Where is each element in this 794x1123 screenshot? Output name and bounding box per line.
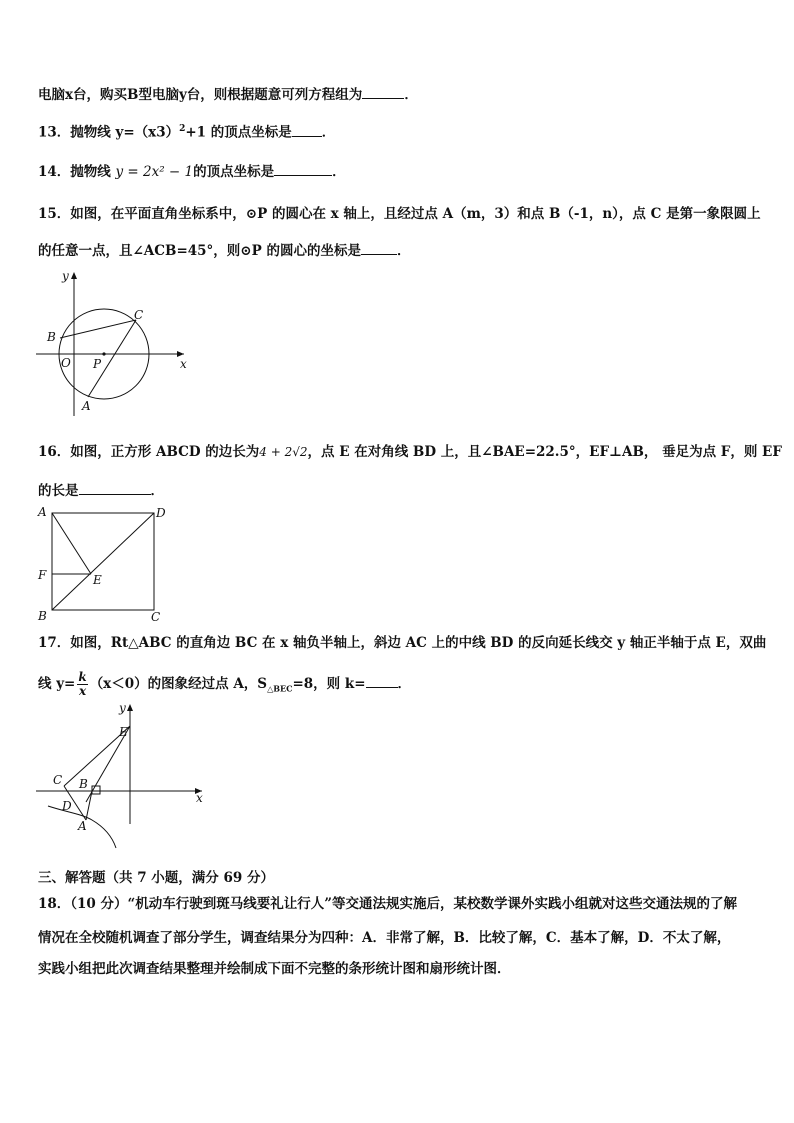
figure-17-hyperbola — [36, 700, 208, 850]
y-axis-arrow-icon — [127, 704, 133, 711]
y-axis-arrow-icon — [71, 272, 77, 279]
label-d: D — [62, 799, 72, 813]
question-14: 14．抛物线 y = 2x² − 1的顶点坐标是 ． — [38, 161, 346, 181]
question-15-line1: 15．如图，在平面直角坐标系中，⊙P 的圆心在 x 轴上，且经过点 A（m，3）和点 B（-1，n），点 C 是第一象限圆上 — [38, 206, 761, 222]
label-x: x — [180, 357, 187, 371]
label-o: O — [61, 356, 71, 370]
label-p: P — [93, 357, 102, 371]
segment-ba — [86, 791, 92, 820]
formula-side-length: 4 + 2√2 — [259, 445, 308, 459]
formula-parabola: y = 2x² − 1 — [115, 164, 194, 180]
label-b: B — [47, 330, 56, 344]
label-d: D — [156, 506, 166, 520]
answer-blank[interactable] — [292, 122, 322, 137]
question-18-line3: 实践小组把此次调查结果整理并绘制成下面不完整的条形统计图和扇形统计图． — [38, 961, 511, 977]
diagonal-bd — [52, 513, 154, 610]
label-x: x — [196, 791, 203, 805]
point-p — [102, 352, 105, 355]
text-line-continuation: 电脑x台，购买B型电脑y台，则根据题意可列方程组为 ． — [38, 84, 418, 104]
label-e: E — [119, 725, 128, 739]
question-15-line2: 的任意一点，且∠ACB=45°，则⊙P 的圆心的坐标是 ． — [38, 240, 410, 260]
label-c: C — [134, 308, 144, 322]
label-a: A — [38, 505, 47, 519]
question-16-line1: 16．如图，正方形 ABCD 的边长为4 + 2√2，点 E 在对角线 BD 上，且∠BAE=22.5°，EF⊥AB， 垂足为点 F，则 EF — [38, 444, 782, 460]
question-18-line1: 18．（10 分）“机动车行驶到斑马线要礼让行人”等交通法规实施后，某校数学课外实践小组就对这些交通法规的了解 — [38, 896, 738, 912]
label-a: A — [78, 819, 87, 833]
answer-blank[interactable] — [79, 480, 151, 495]
label-f: F — [38, 568, 47, 582]
question-16-line2: 的长是 ． — [38, 480, 164, 500]
figure-16-square — [34, 502, 174, 626]
label-y: y — [119, 701, 126, 715]
answer-blank[interactable] — [274, 161, 332, 176]
label-b: B — [79, 777, 88, 791]
figure-15-circle — [36, 268, 196, 420]
label-c: C — [151, 610, 161, 624]
label-b: B — [38, 609, 47, 623]
section-heading-answers: 三、解答题（共 7 小题，满分 69 分） — [38, 870, 274, 886]
answer-blank[interactable] — [361, 240, 397, 255]
label-a: A — [82, 399, 91, 413]
question-17-line2: 线 y= $\frac{k}{x}$ （x＜0）的图象经过点 A，$S_{\triangle BEC}=8$，则 k= ． — [38, 670, 412, 698]
question-17-line1: 17．如图，Rt△ABC 的直角边 BC 在 x 轴负半轴上，斜边 AC 上的中线 BD 的反向延长线交 y 轴正半轴于点 E，双曲 — [38, 635, 767, 651]
label-y: y — [62, 269, 69, 283]
label-c: C — [53, 773, 63, 787]
fraction-k-over-x: $\frac{k}{x}$ — [78, 670, 87, 698]
question-13: 13．抛物线 $y=(x3)^2+1$ 的顶点坐标是 ． — [38, 120, 335, 142]
question-18-line2: 情况在全校随机调查了部分学生，调查结果分为四种：A．非常了解，B．比较了解，C．基本了解，D．不太了解， — [38, 930, 731, 946]
segment-ae — [52, 513, 91, 574]
answer-blank[interactable] — [366, 673, 398, 688]
answer-blank[interactable] — [362, 84, 404, 99]
label-e: E — [93, 573, 102, 587]
